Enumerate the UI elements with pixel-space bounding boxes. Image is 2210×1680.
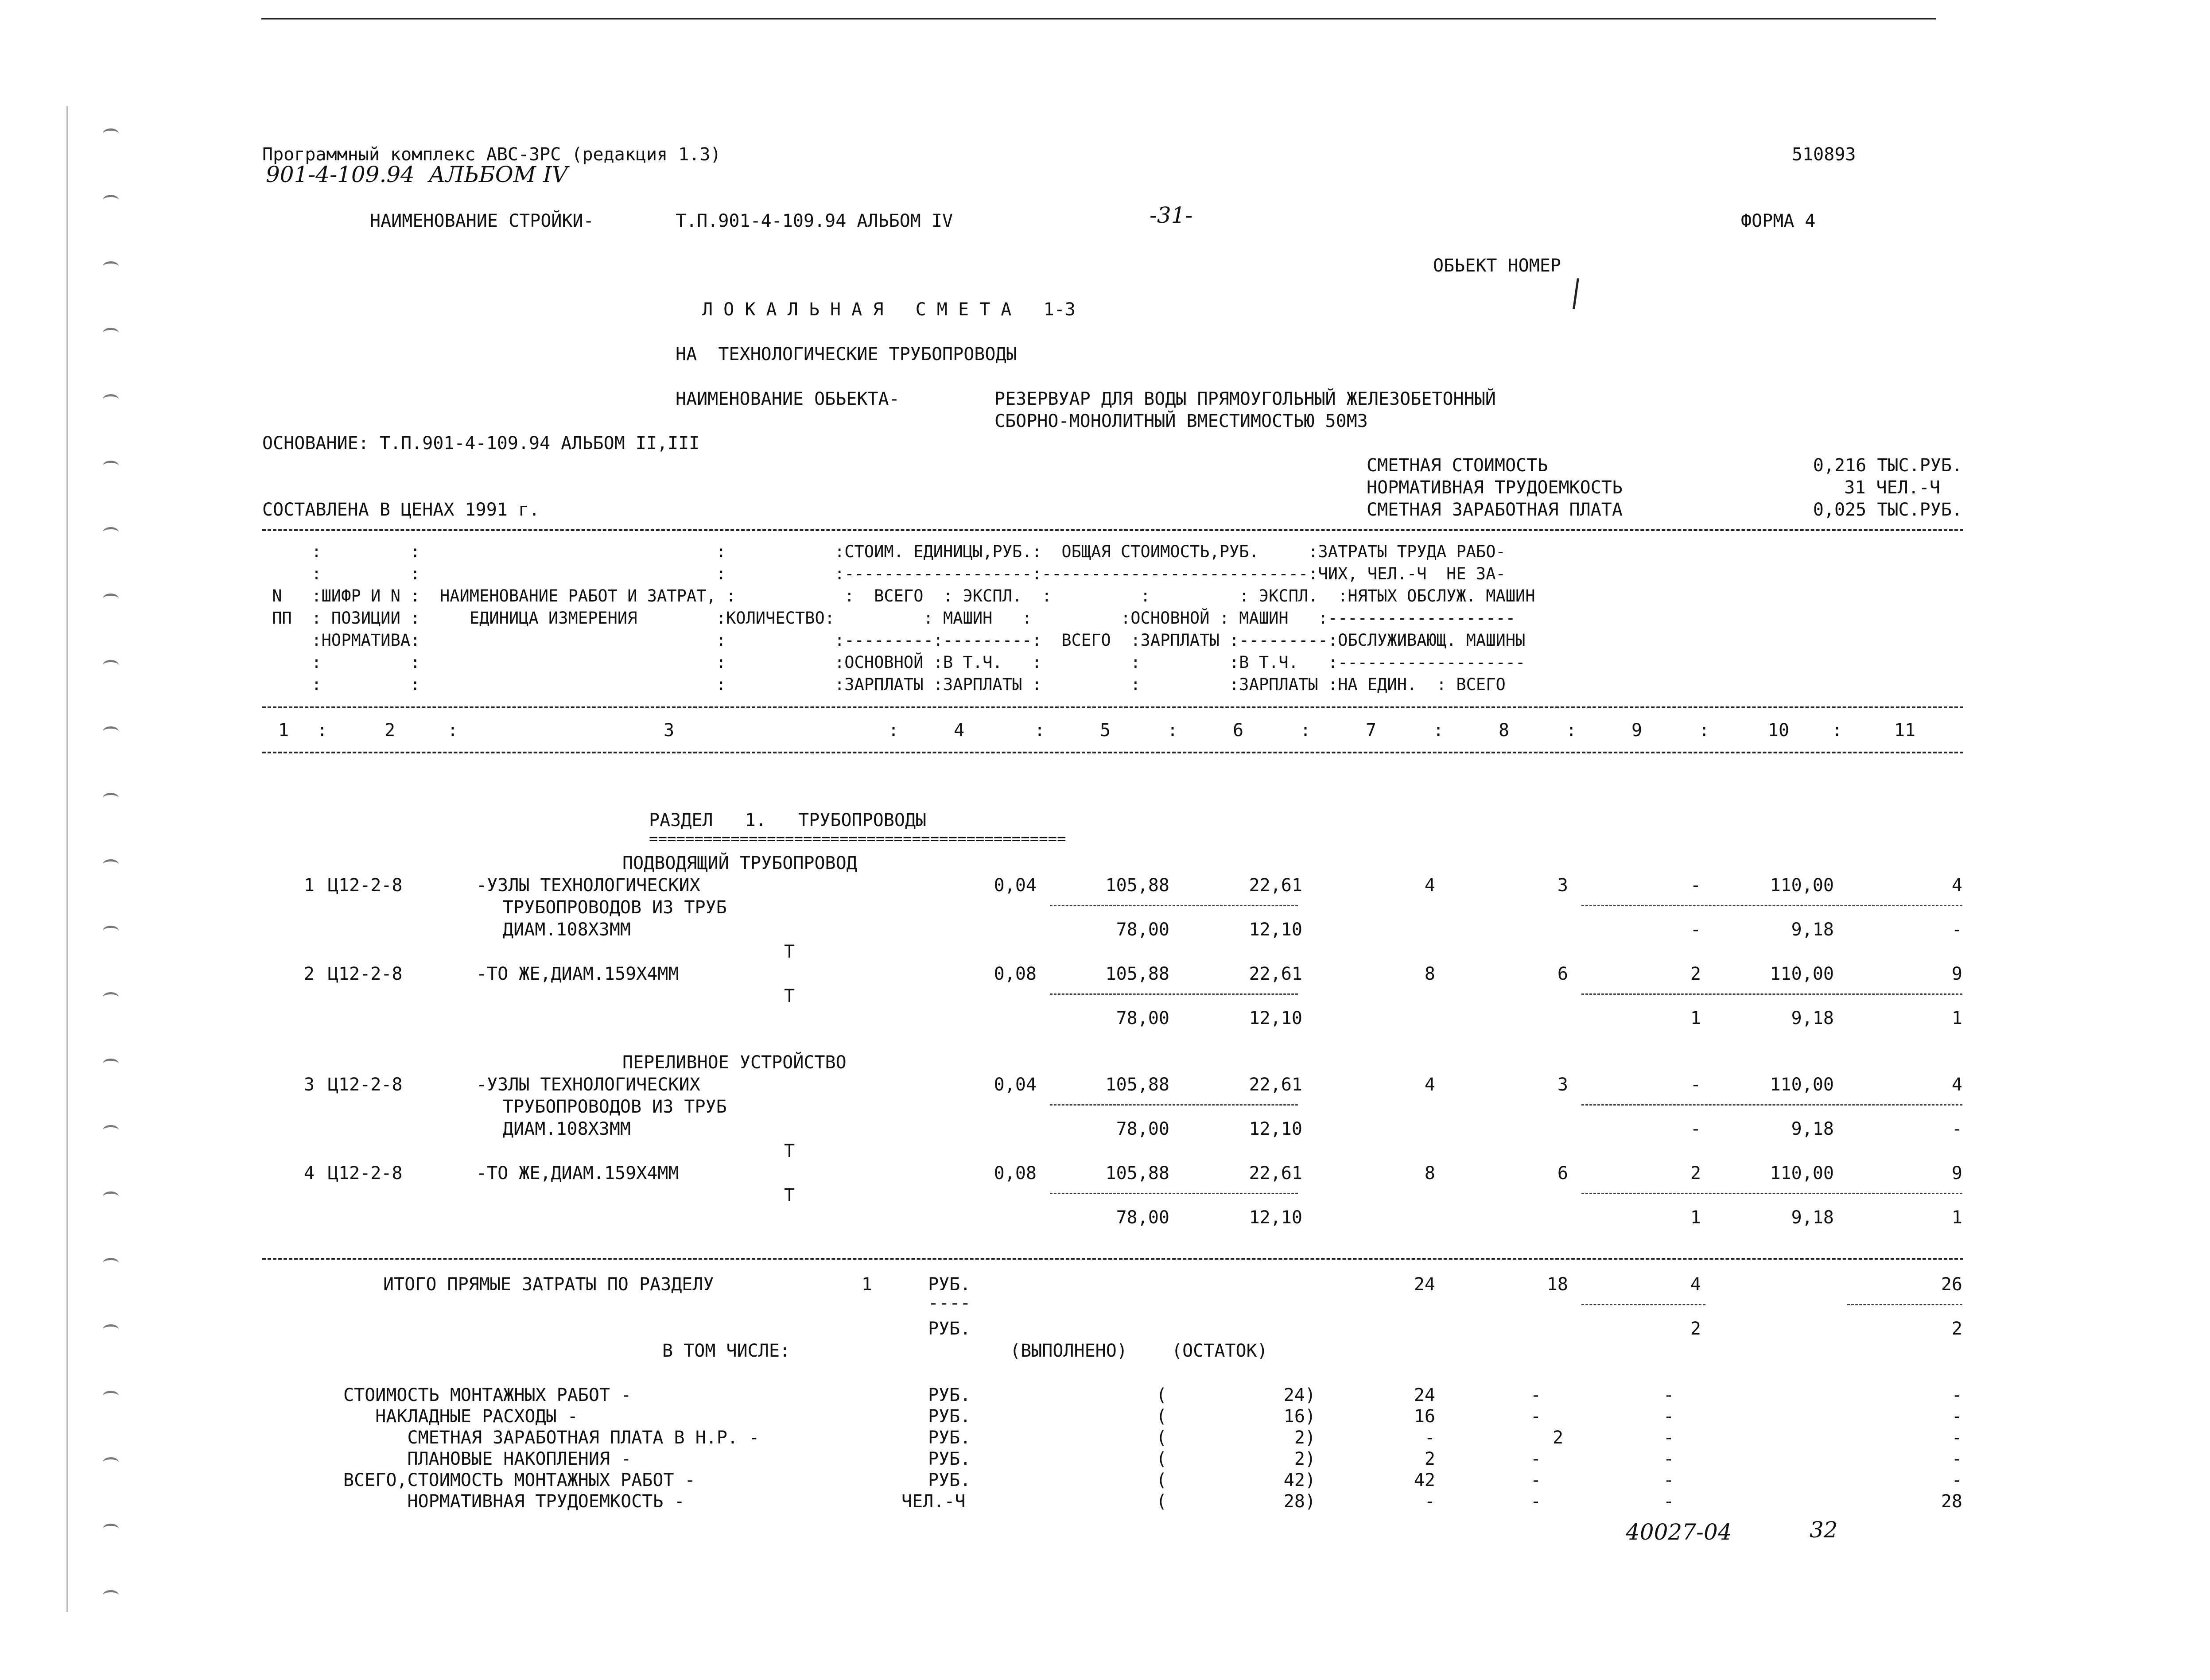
breakdown-unit: РУБ. <box>928 1449 971 1469</box>
object-label: НАИМЕНОВАНИЕ ОБЬЕКТА- <box>676 389 900 409</box>
row-service-unit: 9,18 <box>1791 1207 1834 1228</box>
row-cost-machines: 22,61 <box>1249 1075 1302 1095</box>
totals-machines-wage: 2 <box>1690 1319 1701 1339</box>
row-subrule <box>1581 993 1962 995</box>
table-row <box>0 963 2210 1030</box>
breakdown-label: СМЕТНАЯ ЗАРАБОТНАЯ ПЛАТА В Н.Р. - <box>343 1428 760 1448</box>
totals-block <box>0 1274 2210 1362</box>
col-separator: : <box>1699 720 1710 741</box>
col-separator: : <box>1300 720 1311 741</box>
totals-unit: РУБ. <box>928 1274 971 1295</box>
breakdown-base-wage: - <box>1530 1470 1542 1490</box>
row-cost-machines: 22,61 <box>1249 964 1302 984</box>
col-number: 1 <box>278 720 289 741</box>
row-number: 4 <box>303 1163 315 1183</box>
col-number: 2 <box>384 720 396 741</box>
section-title: РАЗДЕЛ 1. ТРУБОПРОВОДЫ <box>649 810 927 830</box>
margin-arc-mark <box>103 1524 119 1534</box>
basis-line: ОСНОВАНИЕ: Т.П.901-4-109.94 АЛЬБОМ II,III <box>262 433 700 454</box>
row-machines-wage: 12,10 <box>1249 1119 1302 1139</box>
row-name: -УЗЛЫ ТЕХНОЛОГИЧЕСКИХ <box>476 1075 700 1095</box>
forma-label: ФОРМА 4 <box>1741 211 1816 231</box>
row-machines-wage: 12,10 <box>1249 920 1302 940</box>
row-number: 3 <box>303 1075 315 1095</box>
totals-unit: РУБ. <box>928 1319 971 1339</box>
row-number: 2 <box>303 964 315 984</box>
row-service-unit: 9,18 <box>1791 920 1834 940</box>
row-service-total: 1 <box>1951 1207 1962 1228</box>
row-name: -ТО ЖЕ,ДИАМ.159Х4ММ <box>476 964 679 984</box>
breakdown-done: 42) <box>1283 1470 1316 1490</box>
breakdown-labor: - <box>1951 1449 1962 1469</box>
stroika-label: НАИМЕНОВАНИЕ СТРОЙКИ- <box>370 211 594 231</box>
row-cost-wage: 78,00 <box>1116 1119 1169 1139</box>
margin-arc-mark <box>103 1457 119 1467</box>
margin-arc-mark <box>103 1324 119 1335</box>
row-quantity: 0,08 <box>994 1163 1037 1183</box>
breakdown-unit: РУБ. <box>928 1385 971 1405</box>
summary-wage-label: СМЕТНАЯ ЗАРАБОТНАЯ ПЛАТА <box>1367 500 1623 520</box>
totals-dashes: ---- <box>928 1293 971 1313</box>
breakdown-machines: - <box>1663 1470 1674 1490</box>
row-subrule <box>1050 1193 1298 1194</box>
margin-arc-mark <box>103 726 119 737</box>
breakdown-label: ПЛАНОВЫЕ НАКОПЛЕНИЯ - <box>343 1449 632 1469</box>
document-number: 510893 <box>1792 144 1856 165</box>
row-base-wage: 6 <box>1557 1163 1568 1183</box>
breakdown-label: НОРМАТИВНАЯ ТРУДОЕМКОСТЬ - <box>343 1491 685 1512</box>
table-header-line: : : : :ЗАРПЛАТЫ :ЗАРПЛАТЫ : : :ЗАРПЛАТЫ :НА ЕДИН. : ВСЕГО <box>262 675 1506 694</box>
handwritten-album-note: 901-4-109.94 АЛЬБОМ IV <box>266 162 568 187</box>
col-number: 11 <box>1894 720 1916 741</box>
row-subrule <box>1581 1193 1962 1194</box>
rest-label: (ОСТАТОК) <box>1172 1341 1268 1361</box>
col-separator: : <box>1167 720 1178 741</box>
document-title: Л О К А Л Ь Н А Я С М Е Т А 1-3 <box>702 299 1076 320</box>
table-header-rule <box>262 706 1963 708</box>
row-service-total: - <box>1951 920 1962 940</box>
row-service-total: 1 <box>1951 1008 1962 1028</box>
row-machines: - <box>1690 875 1701 896</box>
stroika-value: Т.П.901-4-109.94 АЛЬБОМ IV <box>676 211 953 231</box>
summary-cost-label: СМЕТНАЯ СТОИМОСТЬ <box>1367 455 1548 476</box>
col-separator: : <box>317 720 328 741</box>
handwritten-page-number: 32 <box>1810 1517 1838 1543</box>
breakdown-total: 24 <box>1414 1385 1435 1405</box>
breakdown-block <box>0 1385 2210 1526</box>
row-subrule <box>1050 993 1298 995</box>
breakdown-row <box>0 1385 2210 1407</box>
row-base-wage: 6 <box>1557 964 1568 984</box>
row-cost-wage: 78,00 <box>1116 1207 1169 1228</box>
breakdown-done: 24) <box>1283 1385 1316 1405</box>
including-label: В ТОМ ЧИСЛЕ: <box>662 1341 790 1361</box>
breakdown-machines: - <box>1663 1428 1674 1448</box>
summary-labor-value: 31 ЧЕЛ.-Ч <box>1844 477 1940 498</box>
object-name-line2: СБОРНО-МОНОЛИТНЫЙ ВМЕСТИМОСТЬЮ 50М3 <box>994 411 1368 431</box>
table-header-line: N :ШИФР И N : НАИМЕНОВАНИЕ РАБОТ И ЗАТРАТ, : : ВСЕГО : ЭКСПЛ. : : : ЭКСПЛ. :НЯТЫХ ОБСЛУЖ. МАШИН <box>262 586 1535 605</box>
group-title-inlet: ПОДВОДЯЩИЙ ТРУБОПРОВОД <box>622 853 857 873</box>
breakdown-base-wage: - <box>1530 1491 1542 1512</box>
col-separator: : <box>1433 720 1444 741</box>
breakdown-labor: - <box>1951 1406 1962 1427</box>
breakdown-labor: - <box>1951 1470 1962 1490</box>
breakdown-total: - <box>1424 1491 1435 1512</box>
breakdown-done: 2) <box>1294 1449 1316 1469</box>
breakdown-labor: - <box>1951 1428 1962 1448</box>
row-labor-total: 9 <box>1951 964 1962 984</box>
breakdown-done: 28) <box>1283 1491 1316 1512</box>
row-subrule <box>1581 1104 1962 1106</box>
row-cost-wage: 78,00 <box>1116 1008 1169 1028</box>
totals-section-number: 1 <box>862 1274 873 1295</box>
row-machines-wage: 12,10 <box>1249 1207 1302 1228</box>
breakdown-unit: ЧЕЛ.-Ч <box>901 1491 966 1512</box>
breakdown-base-wage: 2 <box>1553 1428 1564 1448</box>
breakdown-machines: - <box>1663 1491 1674 1512</box>
breakdown-paren: ( <box>1156 1385 1167 1405</box>
summary-labor-label: НОРМАТИВНАЯ ТРУДОЕМКОСТЬ <box>1367 477 1623 498</box>
row-name: ДИАМ.108Х3ММ <box>503 920 631 940</box>
table-top-rule <box>262 529 1963 531</box>
row-number: 1 <box>303 875 315 896</box>
breakdown-paren: ( <box>1156 1491 1167 1512</box>
breakdown-unit: РУБ. <box>928 1428 971 1448</box>
margin-arc-mark <box>103 1391 119 1401</box>
row-total: 4 <box>1424 1075 1435 1095</box>
row-quantity: 0,04 <box>994 875 1037 896</box>
margin-arc-mark <box>103 1125 119 1135</box>
margin-arc-mark <box>103 1258 119 1268</box>
section-underline: ============================================== <box>649 830 1066 848</box>
totals-base-wage: 18 <box>1546 1274 1568 1295</box>
breakdown-total: 42 <box>1414 1470 1435 1490</box>
breakdown-label: НАКЛАДНЫЕ РАСХОДЫ - <box>343 1406 578 1427</box>
row-quantity: 0,04 <box>994 1075 1037 1095</box>
row-machines-wage-total: - <box>1690 920 1701 940</box>
table-header-line: : : : :СТОИМ. ЕДИНИЦЫ,РУБ.: ОБЩАЯ СТОИМОСТЬ,РУБ. :ЗАТРАТЫ ТРУДА РАБО- <box>262 542 1506 561</box>
handwritten-page-mark: -31- <box>1150 202 1193 228</box>
row-machines: - <box>1690 1075 1701 1095</box>
row-base-wage: 3 <box>1557 1075 1568 1095</box>
breakdown-label: ВСЕГО,СТОИМОСТЬ МОНТАЖНЫХ РАБОТ - <box>343 1470 695 1490</box>
margin-arc-mark <box>103 1191 119 1202</box>
row-labor-unit: 110,00 <box>1770 1163 1834 1183</box>
margin-arc-mark <box>103 394 119 404</box>
group-title-overflow: ПЕРЕЛИВНОЕ УСТРОЙСТВО <box>622 1052 847 1073</box>
row-unit: Т <box>784 942 795 962</box>
row-cost-total: 105,88 <box>1105 875 1169 896</box>
row-name: ТРУБОПРОВОДОВ ИЗ ТРУБ <box>503 897 727 918</box>
row-labor-total: 9 <box>1951 1163 1962 1183</box>
margin-arc-mark <box>103 992 119 1002</box>
margin-arc-mark <box>103 926 119 936</box>
handwritten-stroke <box>1573 278 1579 309</box>
object-name-line1: РЕЗЕРВУАР ДЛЯ ВОДЫ ПРЯМОУГОЛЬНЫЙ ЖЕЛЕЗОБЕТОННЫЙ <box>994 389 1496 409</box>
table-header-line: : : : :-------------------:---------------------------:ЧИХ, ЧЕЛ.-Ч НЕ ЗА- <box>262 564 1506 583</box>
col-number: 6 <box>1232 720 1244 741</box>
totals-subrule <box>1847 1304 1962 1305</box>
row-service-unit: 9,18 <box>1791 1008 1834 1028</box>
document-subtitle: НА ТЕХНОЛОГИЧЕСКИЕ ТРУБОПРОВОДЫ <box>676 344 1017 365</box>
row-name: ДИАМ.108Х3ММ <box>503 1119 631 1139</box>
prices-line: СОСТАВЛЕНА В ЦЕНАХ 1991 г. <box>262 500 540 520</box>
row-subrule <box>1050 1104 1298 1106</box>
margin-arc-mark <box>103 1059 119 1069</box>
row-code: Ц12-2-8 <box>328 964 403 984</box>
col-separator: : <box>1034 720 1045 741</box>
margin-arc-mark <box>103 461 119 471</box>
row-total: 4 <box>1424 875 1435 896</box>
margin-arc-mark <box>103 660 119 670</box>
col-number: 10 <box>1767 720 1790 741</box>
row-service-total: - <box>1951 1119 1962 1139</box>
totals-machines: 4 <box>1690 1274 1701 1295</box>
row-unit: Т <box>784 1185 795 1206</box>
table-header-line: : : : :ОСНОВНОЙ :В Т.Ч. : : :В Т.Ч. :------------------- <box>262 653 1526 672</box>
breakdown-paren: ( <box>1156 1406 1167 1427</box>
breakdown-row <box>0 1448 2210 1470</box>
row-unit: Т <box>784 1141 795 1161</box>
totals-total: 24 <box>1414 1274 1435 1295</box>
table-header-line: ПП : ПОЗИЦИИ : ЕДИНИЦА ИЗМЕРЕНИЯ :КОЛИЧЕСТВО: : МАШИН : :ОСНОВНОЙ : МАШИН :------------------- <box>262 609 1516 628</box>
table-row <box>0 1163 2210 1229</box>
row-cost-total: 105,88 <box>1105 1075 1169 1095</box>
row-name: -ТО ЖЕ,ДИАМ.159Х4ММ <box>476 1163 679 1183</box>
column-number-row <box>0 720 2210 742</box>
summary-wage-value: 0,025 ТЫС.РУБ. <box>1813 500 1962 520</box>
breakdown-total: 2 <box>1424 1449 1435 1469</box>
breakdown-base-wage: - <box>1530 1406 1542 1427</box>
totals-label: ИТОГО ПРЯМЫЕ ЗАТРАТЫ ПО РАЗДЕЛУ <box>383 1274 714 1295</box>
margin-arc-mark <box>103 859 119 869</box>
row-code: Ц12-2-8 <box>328 875 403 896</box>
margin-arc-mark <box>103 328 119 338</box>
col-number: 8 <box>1498 720 1510 741</box>
margin-arc-mark <box>103 1590 119 1600</box>
breakdown-paren: ( <box>1156 1428 1167 1448</box>
breakdown-machines: - <box>1663 1406 1674 1427</box>
row-cost-machines: 22,61 <box>1249 875 1302 896</box>
col-separator: : <box>1832 720 1843 741</box>
col-number: 4 <box>953 720 965 741</box>
col-separator: : <box>1566 720 1577 741</box>
col-separator: : <box>447 720 458 741</box>
summary-cost-value: 0,216 ТЫС.РУБ. <box>1813 455 1962 476</box>
breakdown-done: 16) <box>1283 1406 1316 1427</box>
row-code: Ц12-2-8 <box>328 1075 403 1095</box>
breakdown-paren: ( <box>1156 1470 1167 1490</box>
margin-arc-mark <box>103 527 119 537</box>
row-quantity: 0,08 <box>994 964 1037 984</box>
row-name: -УЗЛЫ ТЕХНОЛОГИЧЕСКИХ <box>476 875 700 896</box>
breakdown-row <box>0 1470 2210 1492</box>
breakdown-labor: - <box>1951 1385 1962 1405</box>
margin-arc-mark <box>103 261 119 272</box>
breakdown-label: СТОИМОСТЬ МОНТАЖНЫХ РАБОТ - <box>343 1385 632 1405</box>
totals-subrule <box>1581 1304 1705 1305</box>
handwritten-archive-code: 40027-04 <box>1626 1519 1732 1545</box>
row-name: ТРУБОПРОВОДОВ ИЗ ТРУБ <box>503 1097 727 1117</box>
breakdown-machines: - <box>1663 1385 1674 1405</box>
row-machines-wage-total: 1 <box>1690 1207 1701 1228</box>
breakdown-total: - <box>1424 1428 1435 1448</box>
totals-service: 2 <box>1951 1319 1962 1339</box>
row-machines-wage-total: 1 <box>1690 1008 1701 1028</box>
row-labor-unit: 110,00 <box>1770 1075 1834 1095</box>
margin-arc-mark <box>103 594 119 604</box>
breakdown-base-wage: - <box>1530 1385 1542 1405</box>
column-number-rule <box>262 752 1963 753</box>
row-unit: Т <box>784 986 795 1006</box>
row-subrule <box>1050 905 1298 906</box>
row-cost-total: 105,88 <box>1105 1163 1169 1183</box>
row-code: Ц12-2-8 <box>328 1163 403 1183</box>
col-number: 5 <box>1099 720 1111 741</box>
breakdown-base-wage: - <box>1530 1449 1542 1469</box>
totals-labor: 26 <box>1941 1274 1962 1295</box>
breakdown-labor: 28 <box>1941 1491 1962 1512</box>
breakdown-total: 16 <box>1414 1406 1435 1427</box>
row-cost-wage: 78,00 <box>1116 920 1169 940</box>
breakdown-unit: РУБ. <box>928 1470 971 1490</box>
row-service-unit: 9,18 <box>1791 1119 1834 1139</box>
breakdown-unit: РУБ. <box>928 1406 971 1427</box>
breakdown-paren: ( <box>1156 1449 1167 1469</box>
col-number: 3 <box>663 720 675 741</box>
row-total: 8 <box>1424 964 1435 984</box>
row-labor-unit: 110,00 <box>1770 875 1834 896</box>
margin-arc-mark <box>103 128 119 139</box>
row-base-wage: 3 <box>1557 875 1568 896</box>
top-rule <box>261 18 1936 19</box>
col-separator: : <box>888 720 899 741</box>
row-labor-total: 4 <box>1951 875 1962 896</box>
object-number-label: ОБЬЕКТ НОМЕР <box>1433 256 1561 276</box>
margin-arc-mark <box>103 195 119 205</box>
breakdown-row <box>0 1427 2210 1449</box>
row-cost-machines: 22,61 <box>1249 1163 1302 1183</box>
breakdown-machines: - <box>1663 1449 1674 1469</box>
col-number: 7 <box>1365 720 1377 741</box>
margin-arc-mark <box>103 793 119 803</box>
row-total: 8 <box>1424 1163 1435 1183</box>
row-machines: 2 <box>1690 964 1701 984</box>
breakdown-row <box>0 1491 2210 1513</box>
row-subrule <box>1581 905 1962 906</box>
row-labor-total: 4 <box>1951 1075 1962 1095</box>
breakdown-row <box>0 1406 2210 1428</box>
totals-rule <box>262 1258 1963 1260</box>
program-name: Программный комплекс АВС-3РС (редакция 1.3) <box>262 144 721 165</box>
row-machines: 2 <box>1690 1163 1701 1183</box>
row-cost-total: 105,88 <box>1105 964 1169 984</box>
col-number: 9 <box>1631 720 1643 741</box>
table-header-line: :НОРМАТИВА: : :---------:---------: ВСЕГО :ЗАРПЛАТЫ :---------:ОБСЛУЖИВАЮЩ. МАШИНЫ <box>262 631 1526 650</box>
done-label: (ВЫПОЛНЕНО) <box>1010 1341 1127 1361</box>
row-labor-unit: 110,00 <box>1770 964 1834 984</box>
breakdown-done: 2) <box>1294 1428 1316 1448</box>
row-machines-wage-total: - <box>1690 1119 1701 1139</box>
row-machines-wage: 12,10 <box>1249 1008 1302 1028</box>
